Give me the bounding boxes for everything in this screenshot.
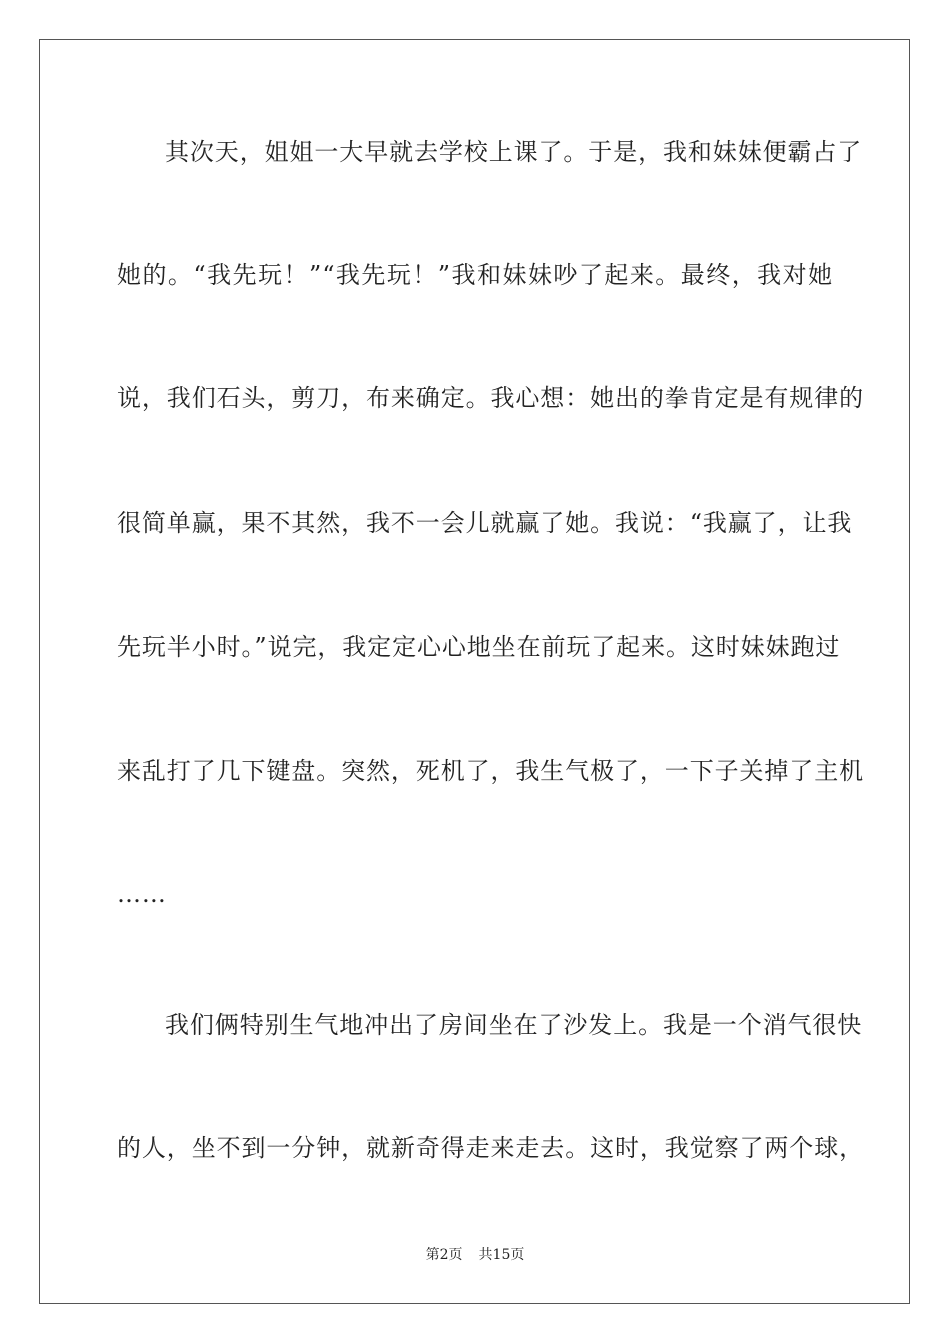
- page-footer: [0, 1246, 950, 1264]
- paragraph-1-line-4: 很简单赢，果不其然，我不一会儿就赢了她。我说：“我赢了，让我: [117, 509, 853, 537]
- paragraph-1-line-7: ……: [117, 880, 167, 908]
- paragraph-1-line-3: 说，我们石头，剪刀，布来确定。我心想：她出的拳肯定是有规律的: [117, 384, 864, 412]
- total-pages: 共15页: [478, 1247, 525, 1263]
- paragraph-1-line-2: 她的。“我先玩！”“我先玩！”我和妹妹吵了起来。最终，我对她: [117, 261, 833, 289]
- page-border: [39, 39, 910, 1304]
- page-number: 第2页: [425, 1247, 463, 1263]
- paragraph-1-line-6: 来乱打了几下键盘。突然，死机了，我生气极了，一下子关掉了主机: [117, 757, 864, 785]
- paragraph-2-line-1: 我们俩特别生气地冲出了房间坐在了沙发上。我是一个消气很快: [165, 1011, 863, 1039]
- paragraph-2-line-2: 的人，坐不到一分钟，就新奇得走来走去。这时，我觉察了两个球，: [117, 1134, 864, 1162]
- paragraph-1-line-1: 其次天，姐姐一大早就去学校上课了。于是，我和妹妹便霸占了: [165, 138, 863, 166]
- paragraph-1-line-5: 先玩半小时。”说完，我定定心心地坐在前玩了起来。这时妹妹跑过: [117, 633, 841, 661]
